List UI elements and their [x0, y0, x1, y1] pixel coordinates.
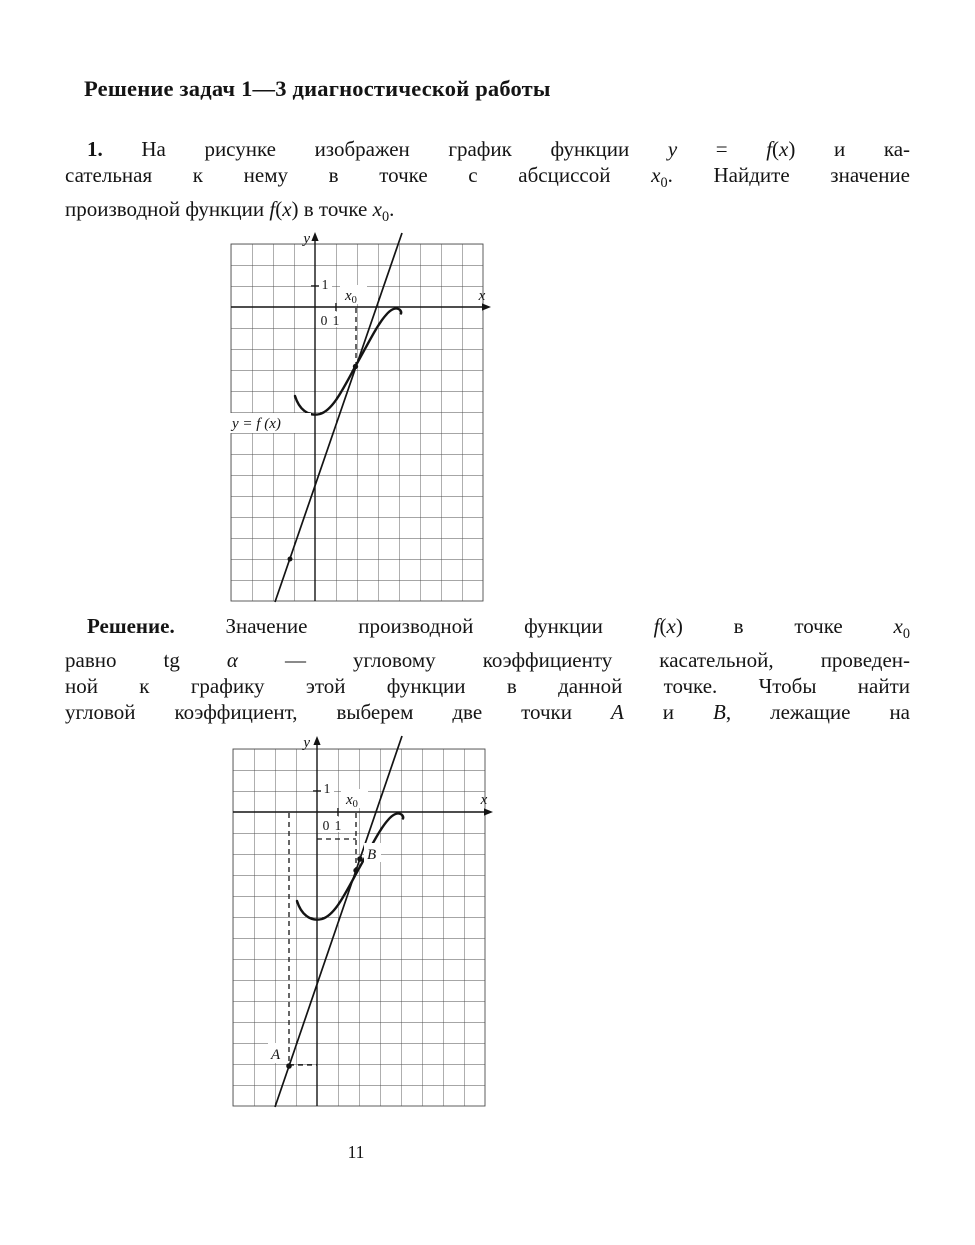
curve-label: y = f (x) [232, 416, 281, 432]
solution-text [65, 613, 910, 725]
text-line: производной функции f(x) в точке $x_0$. [65, 197, 395, 226]
page-title: Решение задач 1—3 диагностической работы [84, 76, 551, 101]
y-axis-label: y [303, 735, 310, 751]
page-number: 11 [347, 1142, 365, 1162]
text-line: ной к графику этой функции в данной точке. Чтобы найти [65, 674, 910, 699]
tangency-point [353, 364, 358, 369]
y-axis-arrow-icon [313, 736, 320, 745]
y-unit-label: 1 [321, 277, 329, 292]
x0-label: $x_0$ [345, 288, 357, 306]
text-line: равно tg α — угловому коэффициенту касательной, проведен- [65, 648, 910, 673]
text-line: угловой коэффициент, выберем две точки A и B, лежащие на [65, 700, 910, 725]
origin-label: 0 [322, 818, 330, 833]
x-axis-arrow-icon [482, 303, 491, 310]
y-axis-label: y [303, 231, 310, 247]
line-point [288, 557, 293, 562]
figure-graph-tangent-2 [226, 732, 498, 1112]
origin-label: 0 [320, 313, 328, 328]
text-line: 1. На рисунке изображен график функции y = f(x) и ка- [87, 137, 911, 161]
figure-graph-tangent-1 [228, 230, 496, 606]
y-unit-label: 1 [323, 781, 331, 796]
tangency-point [353, 868, 358, 873]
text-line: сательная к нему в точке с абсциссой $x_0$. Найдите значение [65, 163, 910, 192]
text-line: Решение. Значение производной функции f(x) в точке $x_0$ [87, 614, 910, 643]
x-axis-label: x [478, 288, 486, 304]
x-axis-arrow-icon [484, 808, 493, 815]
x-unit-label: 1 [334, 818, 342, 833]
point-b [357, 856, 363, 862]
x-unit-label: 1 [332, 313, 340, 328]
point-a-label: A [271, 1047, 281, 1063]
x0-label: $x_0$ [346, 792, 358, 810]
point-b-label: B [367, 847, 377, 863]
point-a [286, 1063, 292, 1069]
x-axis-label: x [480, 792, 488, 808]
y-axis-arrow-icon [311, 232, 318, 241]
problem-statement [65, 136, 910, 230]
